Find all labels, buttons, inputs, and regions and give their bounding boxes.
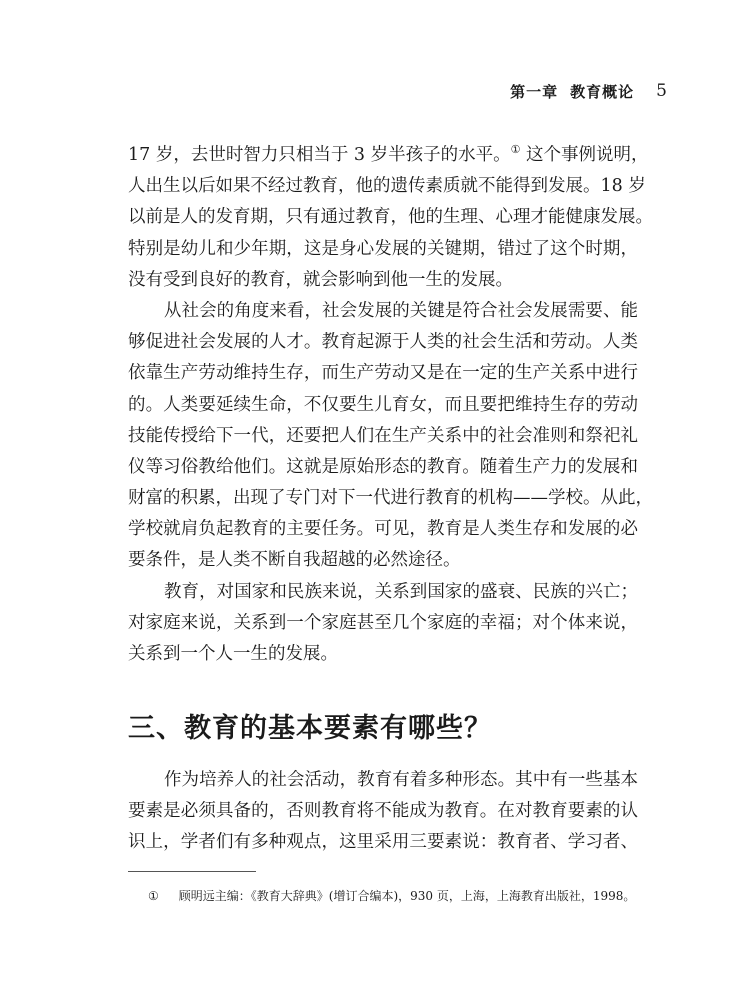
text-line: 特别是幼儿和少年期，这是身心发展的关键期，错过了这个时期， [128, 238, 638, 259]
footnote [148, 887, 635, 904]
footnote-reference: ① [510, 143, 521, 157]
section-text [128, 765, 638, 859]
text-line: 人出生以后如果不经过教育，他的遗传素质就不能得到发展。18 岁 [128, 176, 646, 197]
text-line: 教育，对国家和民族来说，关系到国家的盛衰、民族的兴亡； [164, 581, 638, 602]
text-line: 依靠生产劳动维持生存，而生产劳动又是在一定的生产关系中进行 [128, 363, 638, 384]
text-line: 识上，学者们有多种观点，这里采用三要素说：教育者、学习者、 [128, 832, 638, 853]
text-segment: 这个事例说明， [520, 145, 649, 165]
text-line [128, 140, 649, 171]
text-line: 要素是必须具备的，否则教育将不能成为教育。在对教育要素的认 [128, 801, 638, 822]
main-text [128, 140, 653, 670]
text-line: 学校就肩负起教育的主要任务。可见，教育是人类生存和发展的必 [128, 519, 638, 540]
text-line: 要条件，是人类不断自我超越的必然途径。 [128, 550, 461, 571]
text-line: 财富的积累，出现了专门对下一代进行教育的机构——学校。从此， [128, 488, 653, 509]
section-heading: 三、教育的基本要素有哪些？ [128, 713, 492, 744]
footnote-text: 顾明远主编：《教育大辞典》(增订合编本)，930 页，上海，上海教育出版社，1998。 [178, 889, 636, 903]
chapter-title: 教育概论 [570, 82, 635, 101]
text-line: 仪等习俗教给他们。这就是原始形态的教育。随着生产力的发展和 [128, 456, 638, 477]
text-line: 从社会的角度来看，社会发展的关键是符合社会发展需要、能 [164, 300, 638, 321]
chapter-label: 第一章 [510, 82, 559, 101]
footnote-divider [128, 871, 256, 872]
text-line: 的。人类要延续生命，不仅要生儿育女，而且要把维持生存的劳动 [128, 394, 638, 415]
text-line: 够促进社会发展的人才。教育起源于人类的社会生活和劳动。人类 [128, 332, 638, 353]
running-header [510, 80, 668, 102]
text-line: 没有受到良好的教育，就会影响到他一生的发展。 [128, 269, 513, 290]
page-number: 5 [656, 81, 668, 101]
text-line: 以前是人的发育期，只有通过教育，他的生理、心理才能健康发展。 [128, 207, 653, 228]
text-line: 作为培养人的社会活动，教育有着多种形态。其中有一些基本 [164, 770, 638, 790]
text-line: 技能传授给下一代，还要把人们在生产关系中的社会准则和祭祀礼 [128, 425, 638, 446]
text-line: 对家庭来说，关系到一个家庭甚至几个家庭的幸福；对个体来说， [128, 612, 638, 633]
text-line: 关系到一个人一生的发展。 [128, 644, 338, 664]
footnote-mark: ① [148, 889, 159, 903]
text-segment: 17 岁，去世时智力只相当于 3 岁半孩子的水平。 [128, 145, 511, 165]
